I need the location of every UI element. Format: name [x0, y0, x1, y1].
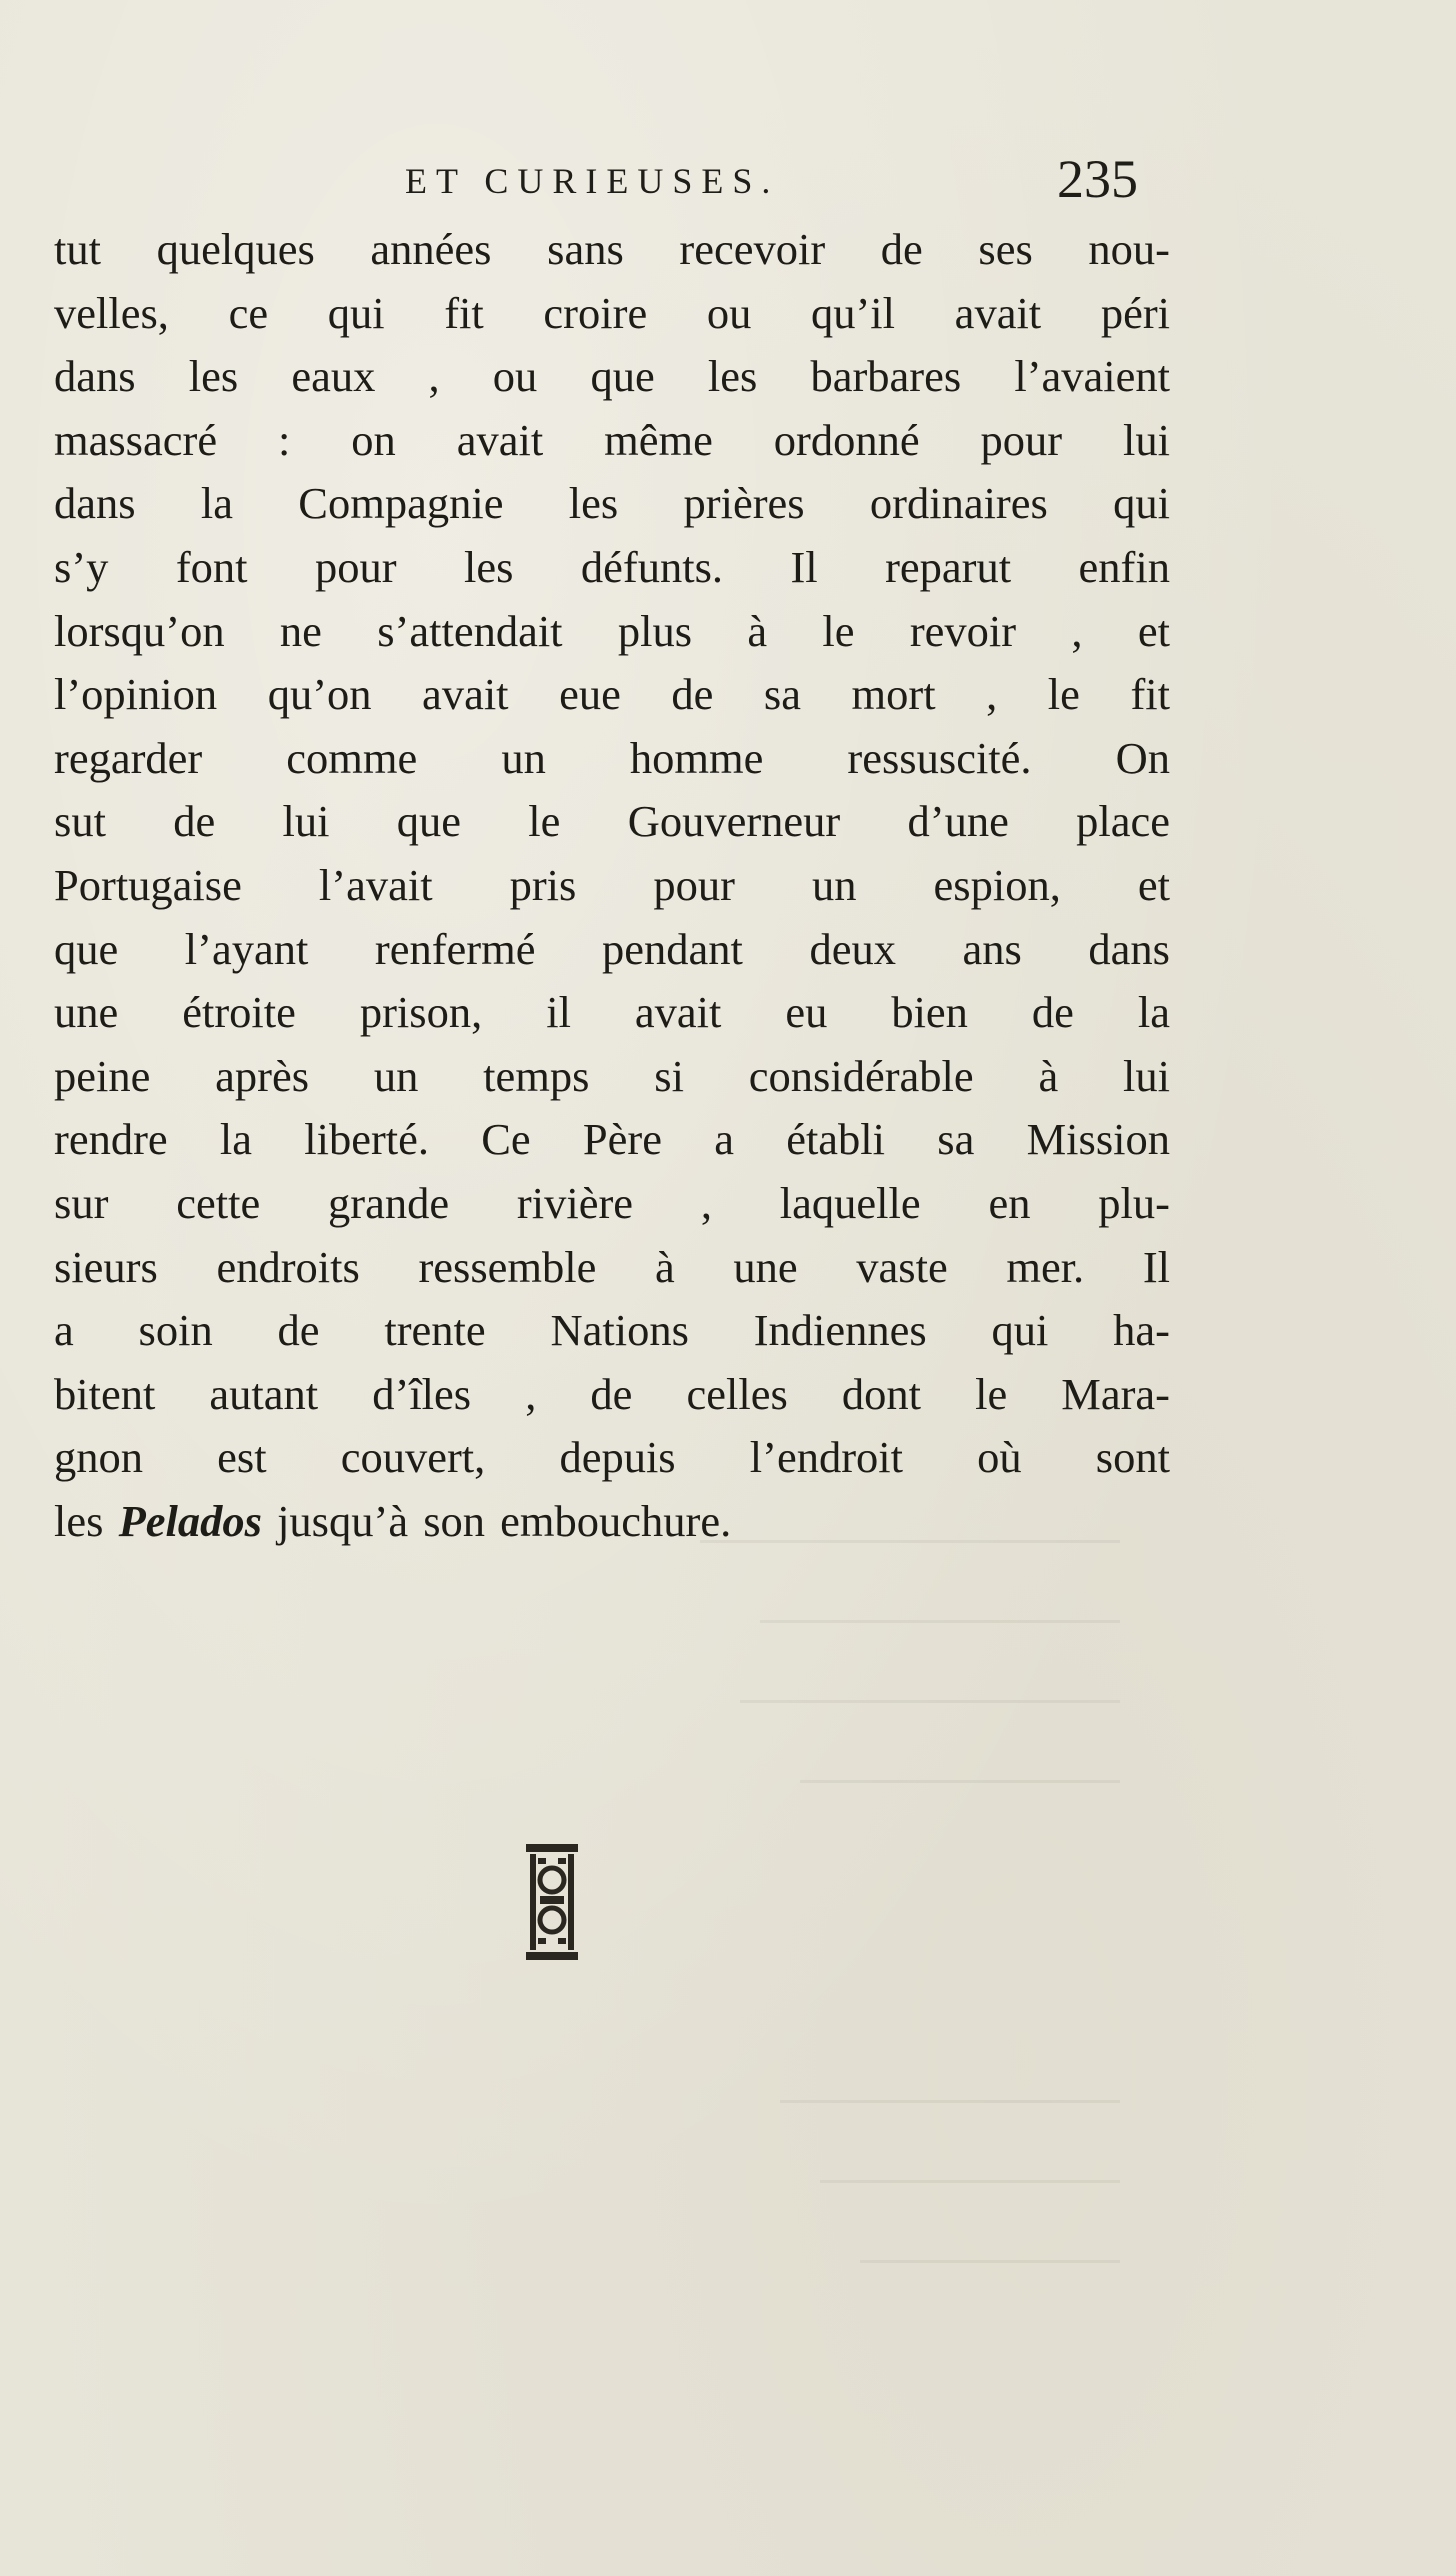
text-line-last: [54, 1490, 1170, 1554]
last-line-prefix: les: [54, 1495, 104, 1546]
text-line: regarder comme un homme ressuscité. On: [54, 732, 1170, 783]
text-line: l’opinion qu’on avait eue de sa mort , le fit: [54, 669, 1170, 720]
text-line: peine après un temps si considérable à lui: [54, 1050, 1170, 1101]
italic-place-name: Pelados: [118, 1495, 262, 1546]
text-line: a soin de trente Nations Indiennes qui ha-: [54, 1305, 1170, 1356]
text-line: gnon est couvert, depuis l’endroit où sont: [54, 1432, 1170, 1483]
running-head: ET CURIEUSES.: [405, 161, 780, 201]
text-line: lorsqu’on ne s’attendait plus à le revoir , et: [54, 605, 1170, 656]
page-number: 235: [1057, 149, 1138, 209]
text-line: dans les eaux , ou que les barbares l’avaient: [54, 351, 1170, 402]
text-line: massacré : on avait même ordonné pour lui: [54, 414, 1170, 465]
text-line: bitent autant d’îles , de celles dont le Mara-: [54, 1368, 1170, 1419]
text-line: tut quelques années sans recevoir de ses nou-: [54, 224, 1170, 274]
text-line: dans la Compagnie les prières ordinaires qui: [54, 478, 1170, 529]
text-line: Portugaise l’avait pris pour un espion, et: [54, 859, 1170, 910]
text-line: rendre la liberté. Ce Père a établi sa Mission: [54, 1114, 1170, 1165]
body-text: [54, 218, 1170, 1553]
text-line: sut de lui que le Gouverneur d’une place: [54, 796, 1170, 847]
text-line: s’y font pour les défunts. Il reparut enfin: [54, 541, 1170, 592]
last-line-suffix: jusqu’à son embouchure.: [277, 1495, 732, 1546]
text-line: que l’ayant renfermé pendant deux ans dans: [54, 923, 1170, 974]
text-line: une étroite prison, il avait eu bien de la: [54, 987, 1170, 1038]
text-line: velles, ce qui fit croire ou qu’il avait péri: [54, 287, 1170, 338]
text-line: sieurs endroits ressemble à une vaste mer. Il: [54, 1241, 1170, 1292]
printer-ornament-icon: [524, 1840, 580, 1964]
text-line: sur cette grande rivière , laquelle en plu-: [54, 1177, 1170, 1228]
